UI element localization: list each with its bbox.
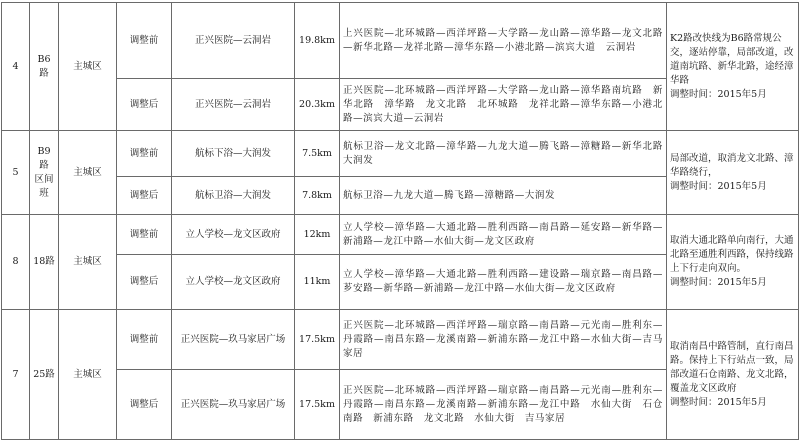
table-row [2, 131, 799, 177]
table-row [2, 310, 799, 370]
route-path: 正兴医院—北环城路—西洋坪路—瑞京路—南昌路—元光南—胜利东—丹霞路—南昌东路—龙溪南路—新浦东路—龙江中路 水仙大街 石仓南路 新浦东路 龙文北路 水仙大街 吉马家居 [340, 370, 667, 440]
status-after: 调整后 [117, 79, 172, 131]
district: 主城区 [59, 310, 117, 440]
status-before: 调整前 [117, 215, 172, 255]
row-number: 7 [2, 310, 30, 440]
route-path: 立人学校—漳华路—大通北路—胜利西路—南昌路—延安路—新华路—新浦路—龙江中路—水仙大街—龙文区政府 [340, 215, 667, 255]
adjustment-note [667, 131, 799, 215]
adjustment-note [667, 3, 799, 131]
route-length: 7.8km [295, 177, 340, 215]
note-date: 调整时间：2015年5月 [670, 180, 767, 192]
note-text: 取消南昌中路管制，直行南昌路。保持上下行站点一致，局部改道石仓南路、龙文北路，覆盖龙文区政府 [670, 340, 794, 394]
route-path: 航标卫浴—九龙大道—腾飞路—漳糖路—大润发 [340, 177, 667, 215]
route-length: 19.8km [295, 3, 340, 79]
from-to: 立人学校—龙文区政府 [172, 255, 295, 310]
note-date: 调整时间：2015年5月 [670, 277, 767, 288]
from-to: 正兴医院—玖马家居广场 [172, 310, 295, 370]
note-text: K2路改快线为B6路常规公交，逐站停靠，局部改道，改道南坑路、新华北路，途经漳华路 [670, 32, 794, 86]
route-length: 17.5km [295, 370, 340, 440]
route-length: 11km [295, 255, 340, 310]
row-number: 4 [2, 3, 30, 131]
route-length: 12km [295, 215, 340, 255]
note-date: 调整时间：2015年5月 [670, 88, 767, 100]
status-after: 调整后 [117, 177, 172, 215]
district: 主城区 [59, 131, 117, 215]
from-to: 航标下浴—大润发 [172, 131, 295, 177]
route-path: 航标卫浴—龙文北路—漳华路—九龙大道—腾飞路—漳糖路—新华北路 大润发 [340, 131, 667, 177]
table-row [2, 3, 799, 79]
route-adjustment-table [1, 2, 799, 440]
note-text: 局部改道，取消龙文北路、漳华路绕行， [670, 152, 794, 178]
route-name: 25路 [30, 310, 59, 440]
from-to: 航标卫浴—大润发 [172, 177, 295, 215]
table-row [2, 215, 799, 255]
route-path: 立人学校—漳华路—大通北路—胜利西路—建设路—瑞京路—南昌路—芗安路—新华路—新浦路—龙江中路—水仙大街—龙文区政府 [340, 255, 667, 310]
adjustment-note [667, 215, 799, 310]
status-after: 调整后 [117, 370, 172, 440]
from-to: 立人学校—龙文区政府 [172, 215, 295, 255]
status-before: 调整前 [117, 131, 172, 177]
route-length: 7.5km [295, 131, 340, 177]
route-length: 17.5km [295, 310, 340, 370]
route-name: B9路 区间班 [30, 131, 59, 215]
from-to: 正兴医院—云洞岩 [172, 3, 295, 79]
note-date: 调整时间：2015年5月 [670, 396, 767, 408]
note-text: 取消大通北路单向南行，大通北路至通胜利西路，保持线路上下行走向双向。 [670, 235, 794, 274]
row-number: 8 [2, 215, 30, 310]
district: 主城区 [59, 3, 117, 131]
route-length: 20.3km [295, 79, 340, 131]
route-path: 正兴医院—北环城路—西洋坪路—瑞京路—南昌路—元光南—胜利东—丹霞路—南昌东路—龙溪南路—新浦东路—龙江中路—水仙大街—吉马家居 [340, 310, 667, 370]
status-before: 调整前 [117, 3, 172, 79]
from-to: 正兴医院—云洞岩 [172, 79, 295, 131]
status-after: 调整后 [117, 255, 172, 310]
adjustment-note [667, 310, 799, 440]
route-path: 上兴医院—北环城路—西洋坪路—大学路—龙山路—漳华路—龙文北路—新华北路—龙祥北路—漳华东路—小港北路—滨宾大道 云洞岩 [340, 3, 667, 79]
status-before: 调整前 [117, 310, 172, 370]
from-to: 正兴医院—玖马家居广场 [172, 370, 295, 440]
route-name: B6路 [30, 3, 59, 131]
row-number: 5 [2, 131, 30, 215]
route-name: 18路 [30, 215, 59, 310]
route-path: 正兴医院—北环城路—西洋坪路—大学路—龙山路—漳华路南坑路 新华北路 漳华路 龙文北路 北环城路 龙祥北路—漳华东路—小港北路—滨宾大道—云洞岩 [340, 79, 667, 131]
district: 主城区 [59, 215, 117, 310]
